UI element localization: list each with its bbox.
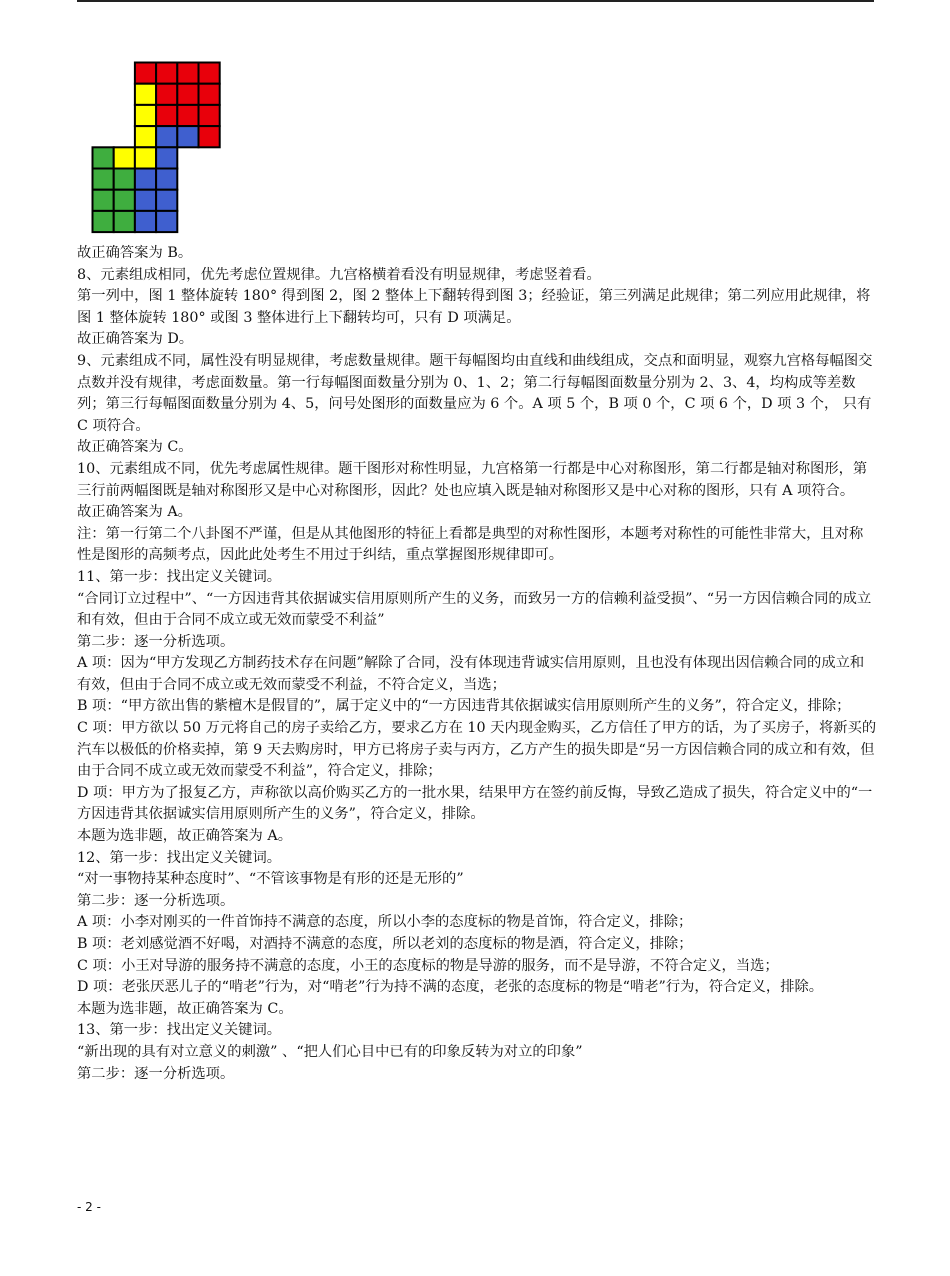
- grid-cell-blue: [156, 211, 177, 232]
- text-line: 11、第一步：找出定义关键词。: [77, 568, 282, 585]
- grid-cell-yellow: [135, 147, 156, 168]
- text-line: “对一事物持某种态度时”、“不管该事物是有形的还是无形的”: [77, 871, 464, 888]
- grid-cell-blue: [177, 126, 198, 147]
- grid-cell-green: [93, 211, 114, 232]
- grid-cell-green: [93, 147, 114, 168]
- text-line: 本题为选非题，故正确答案为 A。: [77, 828, 293, 845]
- text-line: C 项：甲方欲以 50 万元将自己的房子卖给乙方，要求乙方在 10 天内现金购买，乙方信任了甲方的话，为了买房子，将新买的汽车以极低的价格卖掉，第 9 天去购房时，甲方已将房子卖与丙方，乙方产生的损失即是“另一方因信赖合同的成立和有效，但由于合同不成立或无效而蒙受不利益”，符合定义，排除；: [77, 720, 877, 780]
- grid-cell-red: [135, 63, 156, 84]
- grid-cell-red: [177, 63, 198, 84]
- text-line: 注：第一行第二个八卦图不严谨，但是从其他图形的特征上看都是典型的对称性图形，本题考对称性的可能性非常大，且对称性是图形的高频考点，因此此处考生不用过于纠结，重点掌握图形规律即可。: [77, 525, 864, 564]
- text-line: 故正确答案为 C。: [77, 439, 193, 456]
- grid-cell-red: [199, 63, 220, 84]
- text-line: “新出现的具有对立意义的刺激” 、“把人们心目中已有的印象反转为对立的印象”: [77, 1043, 583, 1060]
- grid-cell-green: [114, 211, 135, 232]
- grid-cell-yellow: [135, 105, 156, 126]
- text-line: “合同订立过程中”、“一方因违背其依据诚实信用原则所产生的义务，而致另一方的信赖利益受损”、“另一方因信赖合同的成立和有效，但由于合同不成立或无效而蒙受不利益”: [77, 590, 872, 629]
- answer-explanations: [77, 243, 877, 1085]
- text-line: 12、第一步：找出定义关键词。: [77, 849, 282, 866]
- grid-cell-red: [199, 126, 220, 147]
- grid-cell-blue: [135, 211, 156, 232]
- text-line: 故正确答案为 A。: [77, 504, 192, 521]
- grid-cell-green: [93, 190, 114, 211]
- colored-grid-figure: [91, 61, 223, 237]
- grid-cell-green: [114, 169, 135, 190]
- text-line: 故正确答案为 D。: [77, 331, 194, 348]
- text-line: A 项：小李对刚买的一件首饰持不满意的态度，所以小李的态度标的物是首饰，符合定义，排除；: [77, 914, 693, 931]
- text-line: 13、第一步：找出定义关键词。: [77, 1022, 282, 1039]
- grid-cell-blue: [135, 190, 156, 211]
- text-line: 本题为选非题，故正确答案为 C。: [77, 1000, 293, 1017]
- grid-cell-green: [93, 169, 114, 190]
- grid-cell-yellow: [114, 147, 135, 168]
- grid-cell-red: [156, 84, 177, 105]
- grid-cell-blue: [156, 190, 177, 211]
- grid-cell-yellow: [135, 126, 156, 147]
- grid-cell-red: [177, 84, 198, 105]
- text-line: 第二步：逐一分析选项。: [77, 1065, 235, 1082]
- grid-cell-red: [199, 105, 220, 126]
- text-line: 9、元素组成不同，属性没有明显规律，考虑数量规律。题干每幅图均由直线和曲线组成，交点和面明显，观察九宫格每幅图交点数并没有规律，考虑面数量。第一行每幅图面数量分别为 0、1、2；第二行每幅图面数量分别为 2、3、4，均构成等差数列；第三行每幅图面数量分别为 4、5，问号处图形的面数量应为 6 个。A 项 5 个，B 项 0 个，C 项 6 个，D 项 3 个， 只有 C 项符合。: [77, 352, 873, 434]
- grid-cell-blue: [156, 126, 177, 147]
- text-line: B 项：“甲方欲出售的紫檀木是假冒的”，属于定义中的“一方因违背其依据诚实信用原则所产生的义务”，符合定义，排除；: [77, 698, 851, 715]
- text-line: D 项：老张厌恶儿子的“啃老”行为，对“啃老”行为持不满的态度，老张的态度标的物是“啃老”行为，符合定义，排除。: [77, 979, 824, 996]
- grid-cell-red: [199, 84, 220, 105]
- text-line: 故正确答案为 B。: [77, 245, 193, 261]
- grid-cell-red: [177, 105, 198, 126]
- text-line: 第二步：逐一分析选项。: [77, 633, 235, 650]
- text-line: D 项：甲方为了报复乙方，声称欲以高价购买乙方的一批水果，结果甲方在签约前反悔，导致乙造成了损失，符合定义中的“一方因违背其依据诚实信用原则所产生的义务”，符合定义，排除。: [77, 784, 873, 823]
- grid-cell-yellow: [135, 84, 156, 105]
- page-number: - 2 -: [77, 1200, 101, 1214]
- text-line: C 项：小王对导游的服务持不满意的态度，小王的态度标的物是导游的服务，而不是导游，不符合定义，当选；: [77, 957, 779, 974]
- grid-cell-green: [114, 190, 135, 211]
- grid-cell-blue: [135, 169, 156, 190]
- text-line: 第一列中，图 1 整体旋转 180° 得到图 2，图 2 整体上下翻转得到图 3；经验证，第三列满足此规律；第二列应用此规律，将图 1 整体旋转 180° 或图 3 整体进行上下翻转均可，只有 D 项满足。: [77, 288, 871, 326]
- grid-cell-red: [156, 63, 177, 84]
- text-line: 10、元素组成不同，优先考虑属性规律。题干图形对称性明显，九宫格第一行都是中心对称图形，第二行都是轴对称图形，第三行前两幅图既是轴对称图形又是中心对称图形，因此？处也应填入既是轴对称图形又是中心对称的图形，只有 A 项符合。: [77, 460, 868, 499]
- grid-cell-red: [156, 105, 177, 126]
- header-rule: [77, 0, 874, 2]
- text-line: 8、元素组成相同，优先考虑位置规律。九宫格横着看没有明显规律，考虑竖着看。: [77, 266, 601, 283]
- text-line: A 项：因为“甲方发现乙方制药技术存在问题”解除了合同，没有体现违背诚实信用原则，且也没有体现出因信赖合同的成立和有效，但由于合同不成立或无效而蒙受不利益，不符合定义，当选；: [77, 655, 865, 693]
- grid-cell-blue: [156, 169, 177, 190]
- text-line: 第二步：逐一分析选项。: [77, 892, 235, 909]
- text-line: B 项：老刘感觉酒不好喝，对酒持不满意的态度，所以老刘的态度标的物是酒，符合定义，排除；: [77, 936, 693, 952]
- grid-cell-blue: [156, 147, 177, 168]
